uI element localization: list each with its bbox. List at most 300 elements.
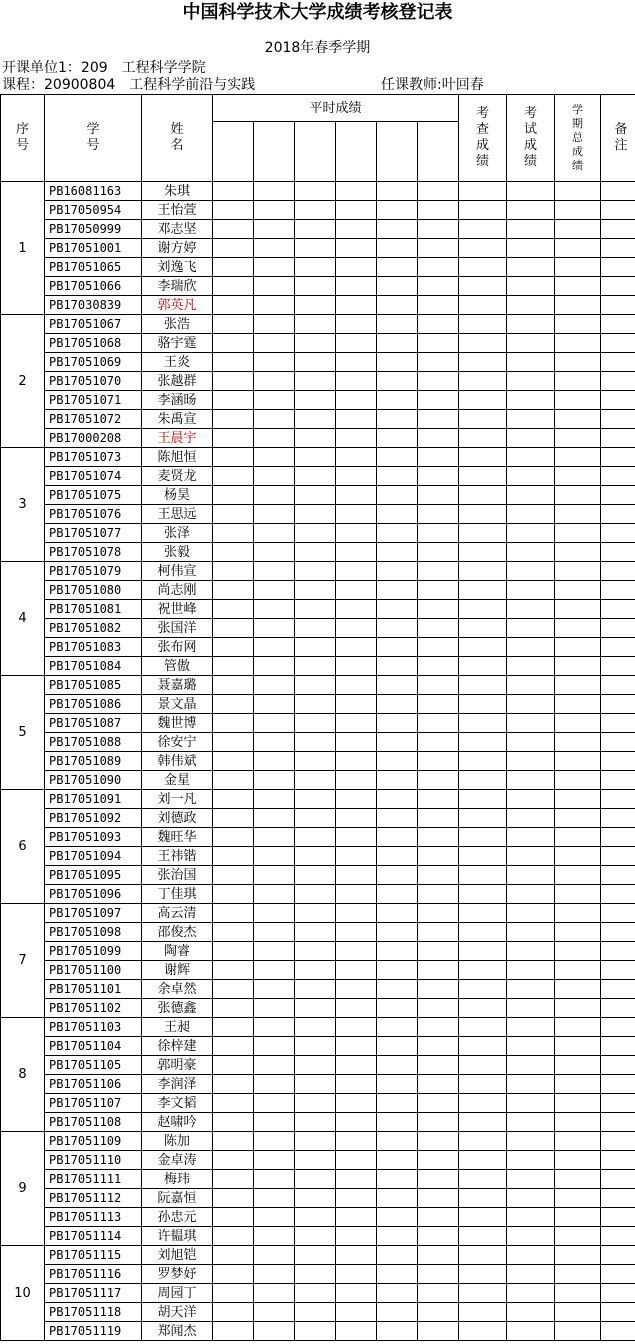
regular-score-cell[interactable] — [377, 600, 418, 619]
score-cell[interactable] — [555, 961, 601, 980]
score-cell[interactable] — [555, 1284, 601, 1303]
regular-score-cell[interactable] — [418, 448, 459, 467]
regular-score-cell[interactable] — [336, 980, 377, 999]
regular-score-cell[interactable] — [377, 429, 418, 448]
regular-score-cell[interactable] — [254, 1303, 295, 1322]
regular-score-cell[interactable] — [295, 714, 336, 733]
score-cell[interactable] — [555, 600, 601, 619]
regular-score-cell[interactable] — [295, 600, 336, 619]
regular-score-cell[interactable] — [295, 847, 336, 866]
regular-score-cell[interactable] — [254, 1113, 295, 1132]
regular-score-cell[interactable] — [213, 486, 254, 505]
regular-score-cell[interactable] — [418, 1170, 459, 1189]
regular-score-cell[interactable] — [377, 847, 418, 866]
regular-score-cell[interactable] — [254, 676, 295, 695]
regular-score-cell[interactable] — [418, 1246, 459, 1265]
regular-score-cell[interactable] — [254, 1094, 295, 1113]
score-cell[interactable] — [601, 448, 635, 467]
regular-score-cell[interactable] — [418, 1113, 459, 1132]
regular-score-cell[interactable] — [377, 448, 418, 467]
regular-score-cell[interactable] — [213, 1303, 254, 1322]
score-cell[interactable] — [601, 885, 635, 904]
score-cell[interactable] — [459, 448, 507, 467]
regular-score-cell[interactable] — [213, 1227, 254, 1246]
regular-score-cell[interactable] — [336, 1132, 377, 1151]
score-cell[interactable] — [507, 1037, 555, 1056]
score-cell[interactable] — [507, 372, 555, 391]
regular-score-cell[interactable] — [377, 676, 418, 695]
regular-score-cell[interactable] — [418, 771, 459, 790]
score-cell[interactable] — [507, 543, 555, 562]
regular-score-cell[interactable] — [377, 1303, 418, 1322]
score-cell[interactable] — [507, 638, 555, 657]
regular-score-cell[interactable] — [336, 1189, 377, 1208]
regular-score-cell[interactable] — [336, 182, 377, 201]
regular-score-cell[interactable] — [213, 733, 254, 752]
score-cell[interactable] — [507, 828, 555, 847]
score-cell[interactable] — [601, 429, 635, 448]
regular-score-cell[interactable] — [377, 1227, 418, 1246]
regular-score-cell[interactable] — [418, 1284, 459, 1303]
score-cell[interactable] — [555, 182, 601, 201]
regular-score-cell[interactable] — [254, 429, 295, 448]
regular-score-cell[interactable] — [418, 1227, 459, 1246]
score-cell[interactable] — [601, 619, 635, 638]
regular-score-cell[interactable] — [336, 866, 377, 885]
regular-score-cell[interactable] — [295, 1151, 336, 1170]
regular-score-cell[interactable] — [336, 1322, 377, 1341]
score-cell[interactable] — [459, 353, 507, 372]
regular-score-cell[interactable] — [295, 1056, 336, 1075]
score-cell[interactable] — [601, 904, 635, 923]
regular-score-cell[interactable] — [377, 809, 418, 828]
regular-score-cell[interactable] — [254, 1037, 295, 1056]
score-cell[interactable] — [459, 1265, 507, 1284]
score-cell[interactable] — [459, 828, 507, 847]
regular-score-cell[interactable] — [295, 315, 336, 334]
regular-score-cell[interactable] — [377, 866, 418, 885]
regular-score-cell[interactable] — [418, 1303, 459, 1322]
regular-score-cell[interactable] — [418, 334, 459, 353]
regular-score-cell[interactable] — [377, 771, 418, 790]
regular-score-cell[interactable] — [336, 828, 377, 847]
score-cell[interactable] — [507, 1018, 555, 1037]
score-cell[interactable] — [459, 429, 507, 448]
regular-score-cell[interactable] — [254, 1075, 295, 1094]
score-cell[interactable] — [459, 1075, 507, 1094]
regular-score-cell[interactable] — [295, 1303, 336, 1322]
score-cell[interactable] — [507, 1113, 555, 1132]
score-cell[interactable] — [459, 182, 507, 201]
regular-score-cell[interactable] — [336, 201, 377, 220]
score-cell[interactable] — [507, 771, 555, 790]
regular-score-cell[interactable] — [336, 410, 377, 429]
score-cell[interactable] — [507, 1246, 555, 1265]
score-cell[interactable] — [555, 999, 601, 1018]
regular-score-cell[interactable] — [254, 714, 295, 733]
score-cell[interactable] — [555, 258, 601, 277]
regular-score-cell[interactable] — [418, 1189, 459, 1208]
score-cell[interactable] — [601, 828, 635, 847]
score-cell[interactable] — [459, 1018, 507, 1037]
score-cell[interactable] — [555, 1113, 601, 1132]
regular-score-cell[interactable] — [295, 1284, 336, 1303]
regular-score-cell[interactable] — [377, 1113, 418, 1132]
score-cell[interactable] — [507, 1208, 555, 1227]
score-cell[interactable] — [459, 942, 507, 961]
score-cell[interactable] — [601, 676, 635, 695]
regular-score-cell[interactable] — [295, 1189, 336, 1208]
regular-score-cell[interactable] — [336, 315, 377, 334]
score-cell[interactable] — [507, 353, 555, 372]
score-cell[interactable] — [459, 562, 507, 581]
score-cell[interactable] — [555, 733, 601, 752]
regular-score-cell[interactable] — [418, 999, 459, 1018]
regular-score-cell[interactable] — [418, 695, 459, 714]
score-cell[interactable] — [507, 581, 555, 600]
regular-score-cell[interactable] — [336, 353, 377, 372]
score-cell[interactable] — [507, 1189, 555, 1208]
score-cell[interactable] — [459, 467, 507, 486]
regular-score-cell[interactable] — [254, 239, 295, 258]
score-cell[interactable] — [601, 1018, 635, 1037]
regular-score-cell[interactable] — [254, 923, 295, 942]
score-cell[interactable] — [601, 980, 635, 999]
regular-score-cell[interactable] — [418, 258, 459, 277]
score-cell[interactable] — [459, 505, 507, 524]
score-cell[interactable] — [601, 923, 635, 942]
regular-score-cell[interactable] — [377, 1284, 418, 1303]
regular-score-cell[interactable] — [295, 372, 336, 391]
regular-score-cell[interactable] — [336, 239, 377, 258]
regular-score-cell[interactable] — [377, 1094, 418, 1113]
regular-score-cell[interactable] — [336, 999, 377, 1018]
regular-score-cell[interactable] — [377, 1132, 418, 1151]
regular-score-cell[interactable] — [254, 334, 295, 353]
regular-score-cell[interactable] — [377, 391, 418, 410]
regular-score-cell[interactable] — [213, 1170, 254, 1189]
regular-score-cell[interactable] — [336, 220, 377, 239]
score-cell[interactable] — [601, 486, 635, 505]
regular-score-cell[interactable] — [213, 619, 254, 638]
regular-score-cell[interactable] — [418, 847, 459, 866]
score-cell[interactable] — [601, 372, 635, 391]
regular-score-cell[interactable] — [377, 714, 418, 733]
regular-score-cell[interactable] — [418, 220, 459, 239]
regular-score-cell[interactable] — [336, 961, 377, 980]
regular-score-cell[interactable] — [336, 296, 377, 315]
regular-score-cell[interactable] — [213, 923, 254, 942]
regular-score-cell[interactable] — [295, 429, 336, 448]
score-cell[interactable] — [507, 239, 555, 258]
score-cell[interactable] — [459, 866, 507, 885]
regular-score-cell[interactable] — [336, 657, 377, 676]
score-cell[interactable] — [459, 220, 507, 239]
score-cell[interactable] — [555, 1075, 601, 1094]
regular-score-cell[interactable] — [254, 1056, 295, 1075]
regular-score-cell[interactable] — [377, 885, 418, 904]
regular-score-cell[interactable] — [418, 391, 459, 410]
regular-score-cell[interactable] — [418, 600, 459, 619]
regular-score-cell[interactable] — [295, 1265, 336, 1284]
regular-score-cell[interactable] — [254, 353, 295, 372]
regular-score-cell[interactable] — [418, 942, 459, 961]
score-cell[interactable] — [507, 429, 555, 448]
regular-score-cell[interactable] — [295, 353, 336, 372]
regular-score-cell[interactable] — [213, 904, 254, 923]
regular-score-cell[interactable] — [418, 733, 459, 752]
score-cell[interactable] — [555, 1151, 601, 1170]
score-cell[interactable] — [459, 771, 507, 790]
regular-score-cell[interactable] — [254, 1189, 295, 1208]
score-cell[interactable] — [459, 201, 507, 220]
score-cell[interactable] — [555, 467, 601, 486]
score-cell[interactable] — [459, 239, 507, 258]
regular-score-cell[interactable] — [213, 828, 254, 847]
regular-score-cell[interactable] — [213, 1018, 254, 1037]
regular-score-cell[interactable] — [213, 961, 254, 980]
regular-score-cell[interactable] — [418, 1018, 459, 1037]
score-cell[interactable] — [459, 334, 507, 353]
regular-score-cell[interactable] — [295, 239, 336, 258]
regular-score-cell[interactable] — [377, 904, 418, 923]
regular-score-cell[interactable] — [377, 1151, 418, 1170]
score-cell[interactable] — [459, 676, 507, 695]
score-cell[interactable] — [507, 752, 555, 771]
regular-score-cell[interactable] — [213, 1094, 254, 1113]
score-cell[interactable] — [601, 1246, 635, 1265]
regular-score-cell[interactable] — [418, 1094, 459, 1113]
regular-score-cell[interactable] — [295, 1113, 336, 1132]
score-cell[interactable] — [601, 1075, 635, 1094]
regular-score-cell[interactable] — [336, 923, 377, 942]
score-cell[interactable] — [555, 1018, 601, 1037]
regular-score-cell[interactable] — [377, 467, 418, 486]
score-cell[interactable] — [507, 467, 555, 486]
regular-score-cell[interactable] — [295, 543, 336, 562]
regular-score-cell[interactable] — [213, 448, 254, 467]
regular-score-cell[interactable] — [254, 828, 295, 847]
regular-score-cell[interactable] — [336, 486, 377, 505]
score-cell[interactable] — [601, 410, 635, 429]
score-cell[interactable] — [507, 1303, 555, 1322]
score-cell[interactable] — [459, 999, 507, 1018]
score-cell[interactable] — [459, 1246, 507, 1265]
regular-score-cell[interactable] — [254, 1018, 295, 1037]
regular-score-cell[interactable] — [295, 182, 336, 201]
score-cell[interactable] — [459, 315, 507, 334]
regular-score-cell[interactable] — [295, 961, 336, 980]
regular-score-cell[interactable] — [418, 904, 459, 923]
score-cell[interactable] — [555, 296, 601, 315]
regular-score-cell[interactable] — [254, 999, 295, 1018]
regular-score-cell[interactable] — [377, 1037, 418, 1056]
score-cell[interactable] — [459, 600, 507, 619]
regular-score-cell[interactable] — [295, 885, 336, 904]
regular-score-cell[interactable] — [336, 505, 377, 524]
regular-score-cell[interactable] — [418, 239, 459, 258]
regular-score-cell[interactable] — [418, 676, 459, 695]
score-cell[interactable] — [601, 1132, 635, 1151]
regular-score-cell[interactable] — [336, 1284, 377, 1303]
regular-score-cell[interactable] — [377, 638, 418, 657]
regular-score-cell[interactable] — [295, 562, 336, 581]
score-cell[interactable] — [507, 961, 555, 980]
regular-score-cell[interactable] — [213, 1208, 254, 1227]
regular-score-cell[interactable] — [254, 847, 295, 866]
regular-score-cell[interactable] — [295, 866, 336, 885]
score-cell[interactable] — [601, 334, 635, 353]
score-cell[interactable] — [507, 182, 555, 201]
regular-score-cell[interactable] — [336, 1037, 377, 1056]
score-cell[interactable] — [601, 942, 635, 961]
regular-score-cell[interactable] — [418, 752, 459, 771]
score-cell[interactable] — [507, 1284, 555, 1303]
score-cell[interactable] — [507, 923, 555, 942]
regular-score-cell[interactable] — [418, 1037, 459, 1056]
regular-score-cell[interactable] — [336, 1246, 377, 1265]
regular-score-cell[interactable] — [336, 1208, 377, 1227]
regular-score-cell[interactable] — [213, 1265, 254, 1284]
regular-score-cell[interactable] — [213, 999, 254, 1018]
score-cell[interactable] — [507, 486, 555, 505]
score-cell[interactable] — [507, 809, 555, 828]
regular-score-cell[interactable] — [295, 1094, 336, 1113]
regular-score-cell[interactable] — [295, 1246, 336, 1265]
score-cell[interactable] — [459, 790, 507, 809]
score-cell[interactable] — [555, 239, 601, 258]
score-cell[interactable] — [601, 277, 635, 296]
regular-score-cell[interactable] — [254, 961, 295, 980]
score-cell[interactable] — [601, 790, 635, 809]
regular-score-cell[interactable] — [295, 999, 336, 1018]
regular-score-cell[interactable] — [295, 1132, 336, 1151]
score-cell[interactable] — [555, 1132, 601, 1151]
score-cell[interactable] — [459, 296, 507, 315]
regular-score-cell[interactable] — [377, 524, 418, 543]
regular-score-cell[interactable] — [213, 372, 254, 391]
score-cell[interactable] — [507, 277, 555, 296]
score-cell[interactable] — [507, 695, 555, 714]
regular-score-cell[interactable] — [377, 619, 418, 638]
regular-score-cell[interactable] — [254, 657, 295, 676]
score-cell[interactable] — [459, 486, 507, 505]
regular-score-cell[interactable] — [418, 277, 459, 296]
regular-score-cell[interactable] — [418, 1132, 459, 1151]
regular-score-cell[interactable] — [254, 771, 295, 790]
score-cell[interactable] — [459, 1284, 507, 1303]
score-cell[interactable] — [507, 1265, 555, 1284]
regular-score-cell[interactable] — [295, 942, 336, 961]
score-cell[interactable] — [459, 980, 507, 999]
regular-score-cell[interactable] — [336, 1227, 377, 1246]
regular-score-cell[interactable] — [213, 1322, 254, 1341]
regular-score-cell[interactable] — [377, 657, 418, 676]
regular-score-cell[interactable] — [295, 638, 336, 657]
regular-score-cell[interactable] — [336, 429, 377, 448]
regular-score-cell[interactable] — [418, 1056, 459, 1075]
score-cell[interactable] — [459, 961, 507, 980]
regular-score-cell[interactable] — [213, 885, 254, 904]
regular-score-cell[interactable] — [295, 258, 336, 277]
regular-score-cell[interactable] — [418, 809, 459, 828]
score-cell[interactable] — [507, 942, 555, 961]
score-cell[interactable] — [555, 1208, 601, 1227]
regular-score-cell[interactable] — [377, 733, 418, 752]
score-cell[interactable] — [601, 353, 635, 372]
regular-score-cell[interactable] — [418, 866, 459, 885]
score-cell[interactable] — [555, 277, 601, 296]
regular-score-cell[interactable] — [377, 334, 418, 353]
regular-score-cell[interactable] — [377, 1056, 418, 1075]
regular-score-cell[interactable] — [213, 410, 254, 429]
score-cell[interactable] — [507, 1056, 555, 1075]
regular-score-cell[interactable] — [418, 1265, 459, 1284]
score-cell[interactable] — [555, 448, 601, 467]
regular-score-cell[interactable] — [377, 543, 418, 562]
regular-score-cell[interactable] — [336, 277, 377, 296]
regular-score-cell[interactable] — [336, 391, 377, 410]
regular-score-cell[interactable] — [336, 1075, 377, 1094]
score-cell[interactable] — [459, 714, 507, 733]
score-cell[interactable] — [601, 752, 635, 771]
regular-score-cell[interactable] — [254, 296, 295, 315]
score-cell[interactable] — [459, 1227, 507, 1246]
score-cell[interactable] — [507, 448, 555, 467]
score-cell[interactable] — [601, 1113, 635, 1132]
score-cell[interactable] — [507, 847, 555, 866]
regular-score-cell[interactable] — [295, 277, 336, 296]
score-cell[interactable] — [459, 885, 507, 904]
regular-score-cell[interactable] — [213, 524, 254, 543]
score-cell[interactable] — [555, 676, 601, 695]
regular-score-cell[interactable] — [295, 828, 336, 847]
regular-score-cell[interactable] — [254, 790, 295, 809]
regular-score-cell[interactable] — [418, 543, 459, 562]
regular-score-cell[interactable] — [213, 1056, 254, 1075]
regular-score-cell[interactable] — [295, 1170, 336, 1189]
score-cell[interactable] — [601, 600, 635, 619]
regular-score-cell[interactable] — [295, 334, 336, 353]
score-cell[interactable] — [601, 809, 635, 828]
score-cell[interactable] — [507, 619, 555, 638]
regular-score-cell[interactable] — [254, 201, 295, 220]
score-cell[interactable] — [555, 1227, 601, 1246]
regular-score-cell[interactable] — [213, 1075, 254, 1094]
regular-score-cell[interactable] — [336, 752, 377, 771]
regular-score-cell[interactable] — [213, 467, 254, 486]
regular-score-cell[interactable] — [295, 1208, 336, 1227]
score-cell[interactable] — [507, 1151, 555, 1170]
regular-score-cell[interactable] — [377, 1265, 418, 1284]
regular-score-cell[interactable] — [418, 638, 459, 657]
regular-score-cell[interactable] — [213, 695, 254, 714]
score-cell[interactable] — [601, 543, 635, 562]
score-cell[interactable] — [555, 1189, 601, 1208]
regular-score-cell[interactable] — [254, 619, 295, 638]
regular-score-cell[interactable] — [213, 714, 254, 733]
regular-score-cell[interactable] — [418, 619, 459, 638]
regular-score-cell[interactable] — [295, 695, 336, 714]
score-cell[interactable] — [459, 657, 507, 676]
regular-score-cell[interactable] — [213, 258, 254, 277]
score-cell[interactable] — [555, 638, 601, 657]
score-cell[interactable] — [555, 790, 601, 809]
score-cell[interactable] — [555, 752, 601, 771]
score-cell[interactable] — [601, 391, 635, 410]
regular-score-cell[interactable] — [377, 201, 418, 220]
regular-score-cell[interactable] — [377, 999, 418, 1018]
